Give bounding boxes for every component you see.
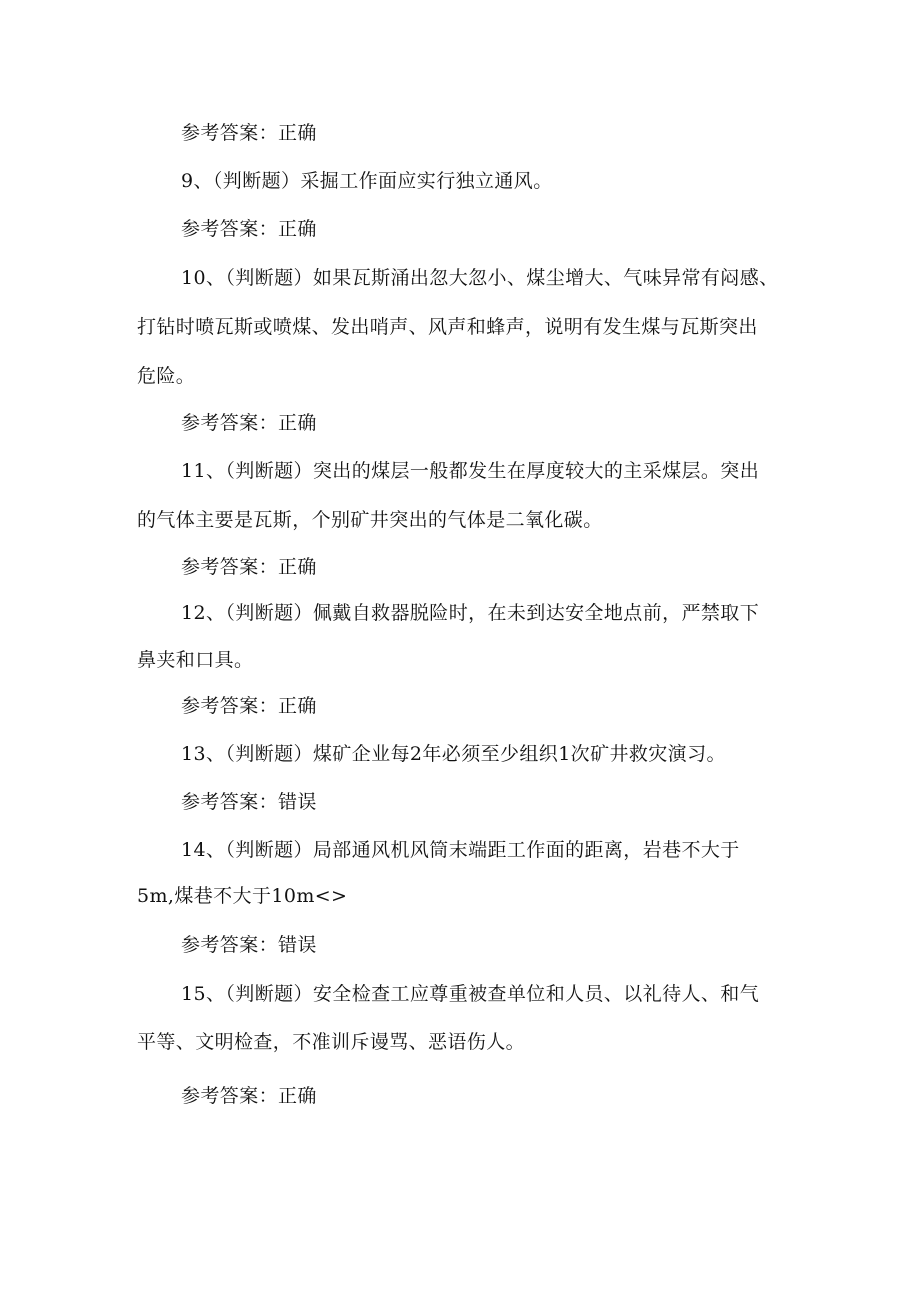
answer-value: 错误 — [278, 934, 317, 956]
answer-label: 参考答案： — [181, 1085, 279, 1107]
question-number: 12、 — [181, 602, 226, 624]
question-text-line: 安全检查工应尊重被查单位和人员、以礼待人、和气 — [312, 983, 760, 1005]
question-11-continued — [137, 508, 603, 532]
question-kind: （判断题） — [225, 839, 313, 861]
question-14-continued — [137, 884, 347, 908]
answer-value: 正确 — [278, 218, 317, 240]
question-10-continued — [137, 364, 195, 388]
question-text-line: 5m,煤巷不大于10m<> — [137, 885, 348, 907]
question-12-continued — [137, 648, 253, 672]
answer-value: 正确 — [278, 122, 317, 144]
question-text-line: 局部通风机风筒末端距工作面的距离，岩巷不大于 — [312, 839, 740, 861]
answer-label: 参考答案： — [181, 695, 279, 717]
answer-label: 参考答案： — [181, 412, 279, 434]
question-kind: （判断题） — [225, 460, 313, 482]
answer-value: 正确 — [278, 412, 317, 434]
question-10 — [181, 266, 779, 290]
question-9 — [181, 169, 553, 193]
question-number: 15、 — [181, 983, 226, 1005]
question-12 — [181, 601, 759, 625]
answer-value: 错误 — [278, 791, 317, 813]
answer-label: 参考答案： — [181, 122, 279, 144]
answer-line — [181, 411, 317, 435]
answer-line — [181, 694, 317, 718]
answer-label: 参考答案： — [181, 934, 279, 956]
question-text-line: 打钻时喷瓦斯或喷煤、发出哨声、风声和蜂声，说明有发生煤与瓦斯突出 — [137, 316, 758, 338]
question-text-line: 煤矿企业每2年必须至少组织1次矿井救灾演习。 — [312, 743, 726, 765]
answer-line — [181, 1084, 317, 1108]
answer-value: 正确 — [278, 1085, 317, 1107]
question-text-line: 鼻夹和口具。 — [137, 649, 254, 671]
answer-line — [181, 790, 317, 814]
question-text-line: 的气体主要是瓦斯，个别矿井突出的气体是二氧化碳。 — [137, 509, 603, 531]
question-15-continued — [137, 1030, 525, 1054]
question-text-line: 危险。 — [137, 365, 196, 387]
answer-line — [181, 121, 317, 145]
question-text-line: 突出的煤层一般都发生在厚度较大的主采煤层。突出 — [312, 460, 760, 482]
answer-label: 参考答案： — [181, 556, 279, 578]
question-kind: （判断题） — [225, 983, 313, 1005]
question-15 — [181, 982, 759, 1006]
question-14 — [181, 838, 740, 862]
question-13 — [181, 742, 726, 766]
question-kind: （判断题） — [225, 267, 313, 289]
question-number: 9、 — [181, 170, 213, 192]
question-kind: （判断题） — [225, 602, 313, 624]
question-kind: （判断题） — [225, 743, 313, 765]
answer-line — [181, 555, 317, 579]
answer-value: 正确 — [278, 695, 317, 717]
question-number: 14、 — [181, 839, 226, 861]
question-number: 11、 — [181, 460, 226, 482]
answer-line — [181, 933, 317, 957]
question-text-line: 佩戴自救器脱险时，在未到达安全地点前，严禁取下 — [312, 602, 760, 624]
answer-label: 参考答案： — [181, 218, 279, 240]
question-10-continued — [137, 315, 758, 339]
answer-line — [181, 217, 317, 241]
answer-label: 参考答案： — [181, 791, 279, 813]
answer-value: 正确 — [278, 556, 317, 578]
question-kind: （判断题） — [212, 170, 301, 192]
question-text-line: 采掘工作面应实行独立通风。 — [300, 170, 553, 192]
question-11 — [181, 459, 759, 483]
question-number: 10、 — [181, 267, 226, 289]
question-text-line: 如果瓦斯涌出忽大忽小、煤尘增大、气味异常有闷感、 — [312, 267, 779, 289]
question-number: 13、 — [181, 743, 226, 765]
question-text-line: 平等、文明检查，不准训斥谩骂、恶语伤人。 — [137, 1031, 526, 1053]
